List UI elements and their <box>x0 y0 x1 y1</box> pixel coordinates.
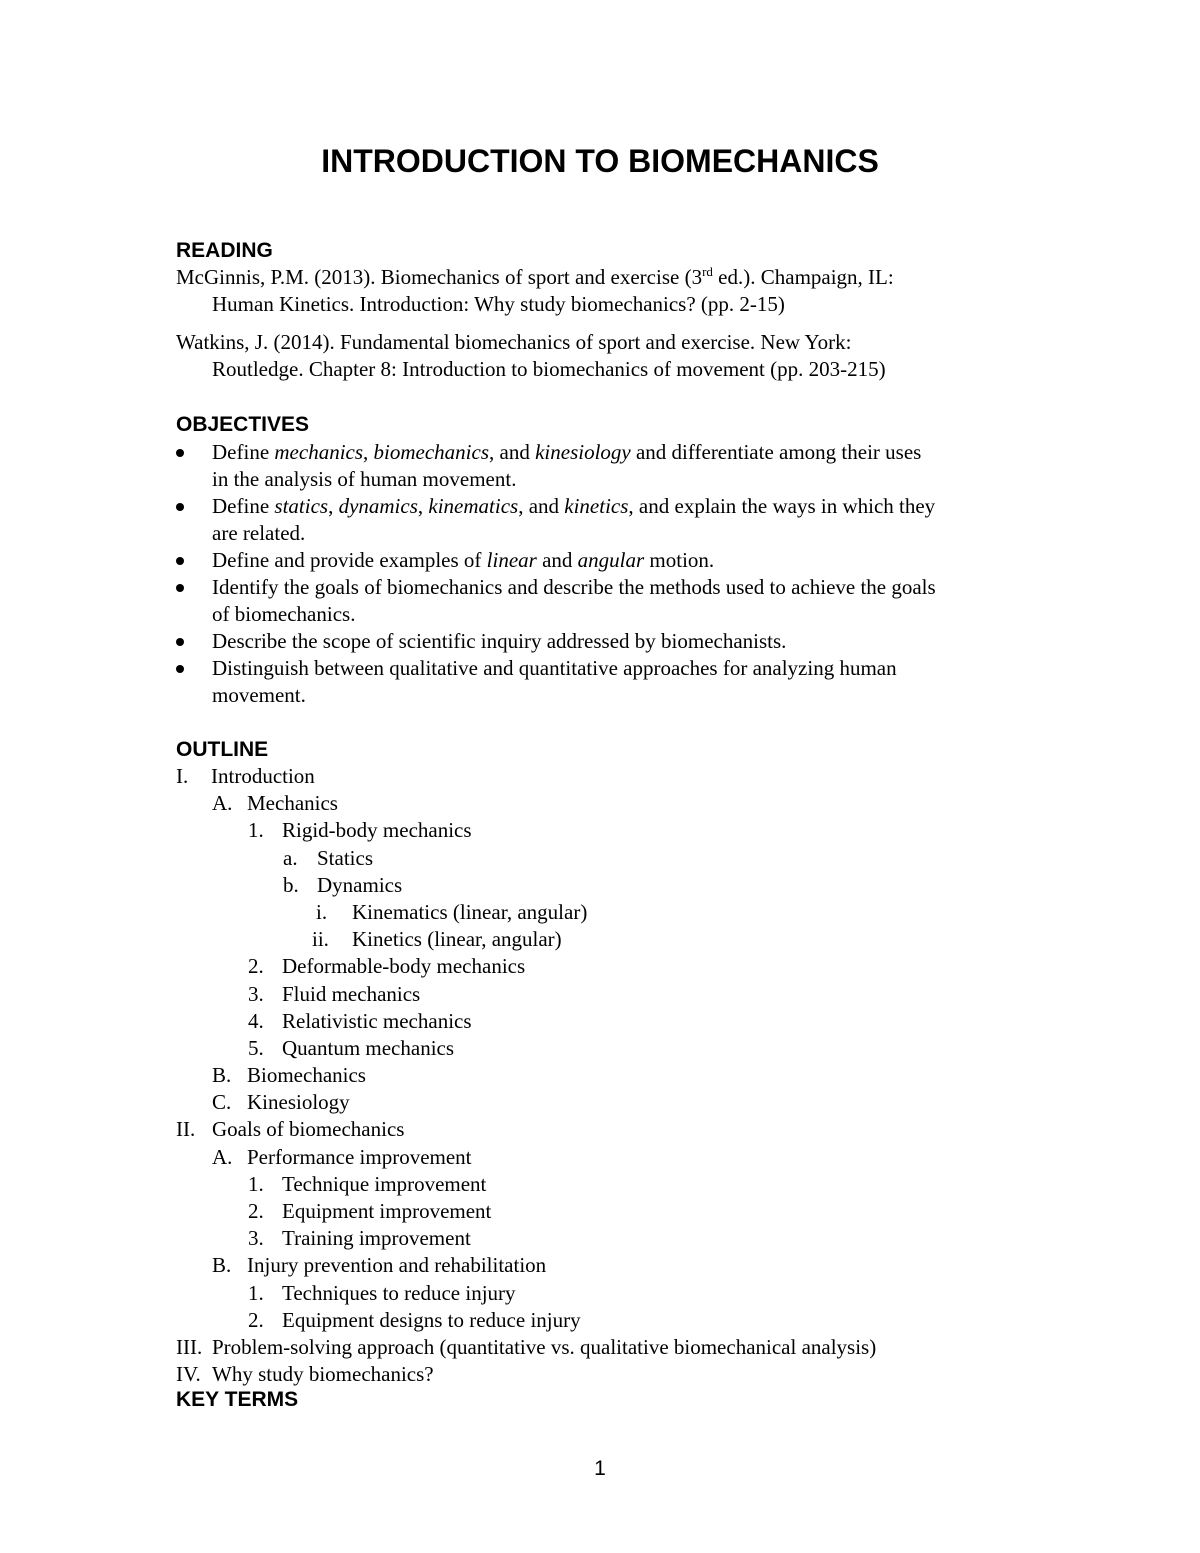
outline-marker: A. <box>212 791 233 816</box>
outline-text: Rigid-body mechanics <box>282 818 472 843</box>
outline-text: Fluid mechanics <box>282 981 421 1006</box>
page-number: 1 <box>594 1457 606 1480</box>
outline-marker: II. <box>176 1117 196 1142</box>
outline-text: Problem-solving approach (quantitative vs. qualitative biomechanical analysis) <box>212 1334 877 1359</box>
key-terms-heading: KEY TERMS <box>176 1388 299 1411</box>
page-title: INTRODUCTION TO BIOMECHANICS <box>321 143 879 179</box>
outline-item <box>176 1225 1076 1252</box>
item-text: , <box>363 440 374 464</box>
item-text: Describe the scope of scientific inquiry addressed by biomechanists. <box>212 629 787 653</box>
bullet-icon <box>176 449 184 457</box>
item-text: Define <box>212 494 275 518</box>
outline-text: Performance improvement <box>247 1144 472 1169</box>
list-item <box>176 493 1036 547</box>
outline-text: Mechanics <box>247 791 338 816</box>
objectives-list <box>176 439 1036 709</box>
italic-term: kinematics <box>428 494 519 518</box>
item-text: , and <box>518 494 565 518</box>
outline-item <box>176 1062 1076 1089</box>
italic-term: statics <box>274 494 329 518</box>
outline-text: Kinematics (linear, angular) <box>352 899 588 924</box>
italic-term: dynamics <box>338 494 418 518</box>
item-text: motion. <box>644 548 715 572</box>
outline-marker: 1. <box>248 1280 264 1305</box>
italic-term: biomechanics <box>373 440 490 464</box>
outline-text: Goals of biomechanics <box>212 1117 405 1142</box>
outline-text: Equipment improvement <box>282 1199 492 1223</box>
reading-heading: READING <box>176 239 273 262</box>
list-item <box>176 574 1036 628</box>
outline-item <box>176 1280 1076 1307</box>
outline-text: Statics <box>317 845 373 870</box>
list-item <box>176 547 1036 574</box>
outline-item <box>176 1089 1076 1116</box>
outline-text: Techniques to reduce injury <box>282 1280 516 1305</box>
italic-term: kinesiology <box>535 440 631 464</box>
outline-marker: 2. <box>248 1199 264 1223</box>
outline-text: Introduction <box>211 764 315 788</box>
outline-heading: OUTLINE <box>176 738 269 761</box>
outline-list <box>176 763 1076 1388</box>
outline-item <box>176 1307 1076 1334</box>
outline-text: Relativistic mechanics <box>282 1008 472 1033</box>
bullet-icon <box>176 503 184 511</box>
outline-marker: IV. <box>176 1362 201 1387</box>
italic-term: linear <box>486 548 537 572</box>
outline-item <box>176 1198 1076 1225</box>
reference-text: ed.). Champaign, IL: <box>712 265 894 289</box>
item-text: and <box>536 548 578 572</box>
list-item <box>176 628 1036 655</box>
outline-text: Kinesiology <box>247 1090 350 1115</box>
outline-marker: 5. <box>248 1035 264 1060</box>
objectives-heading: OBJECTIVES <box>176 413 310 436</box>
outline-text: Quantum mechanics <box>282 1035 455 1060</box>
outline-marker: III. <box>176 1334 203 1359</box>
outline-item <box>176 763 1076 790</box>
outline-item <box>176 953 1076 980</box>
outline-marker: ii. <box>312 927 329 952</box>
item-text: , <box>417 494 429 518</box>
outline-marker: 2. <box>248 954 264 979</box>
list-item <box>176 655 1036 709</box>
outline-marker: B. <box>212 1253 232 1278</box>
bullet-icon <box>176 665 184 673</box>
outline-item <box>176 926 1076 953</box>
outline-item <box>176 817 1076 844</box>
outline-item <box>176 1144 1076 1171</box>
reading-reference <box>176 264 1036 318</box>
outline-text: Training improvement <box>282 1226 471 1251</box>
outline-text: Kinetics (linear, angular) <box>352 927 562 952</box>
outline-item <box>176 1035 1076 1062</box>
outline-item <box>176 1361 1076 1388</box>
reference-continuation: Routledge. Chapter 8: Introduction to biomechanics of movement (pp. 203-215) <box>212 357 886 381</box>
outline-text: Technique improvement <box>282 1171 487 1196</box>
item-text: , <box>328 494 339 518</box>
item-text: Distinguish between qualitative and quantitative approaches for analyzing human <box>212 656 897 680</box>
outline-item <box>176 845 1076 872</box>
outline-marker: 3. <box>248 1226 264 1251</box>
outline-marker: 3. <box>248 981 264 1006</box>
item-text: , and <box>489 440 536 464</box>
outline-text: Dynamics <box>317 872 403 897</box>
outline-marker: i. <box>316 899 328 924</box>
italic-term: kinetics <box>564 494 629 518</box>
outline-marker: C. <box>212 1090 232 1115</box>
outline-marker: 1. <box>248 818 264 843</box>
outline-text: Why study biomechanics? <box>212 1362 434 1387</box>
outline-item <box>176 1116 1076 1143</box>
item-text: Define <box>212 440 275 464</box>
outline-item <box>176 790 1076 817</box>
item-text: of biomechanics. <box>212 602 356 626</box>
item-text: in the analysis of human movement. <box>212 467 517 491</box>
bullet-icon <box>176 638 184 646</box>
superscript: rd <box>702 264 713 279</box>
bullet-icon <box>176 557 184 565</box>
outline-item <box>176 1171 1076 1198</box>
outline-marker: B. <box>212 1063 232 1088</box>
outline-text: Equipment designs to reduce injury <box>282 1307 581 1332</box>
outline-text: Injury prevention and rehabilitation <box>247 1253 547 1278</box>
italic-term: angular <box>577 548 645 572</box>
item-text: , and explain the ways in which they <box>628 494 936 518</box>
reference-text: McGinnis, P.M. (2013). Biomechanics of sport and exercise (3 <box>176 265 703 289</box>
list-item <box>176 439 1036 493</box>
italic-term: mechanics <box>274 440 364 464</box>
bullet-icon <box>176 584 184 592</box>
outline-item <box>176 899 1076 926</box>
outline-marker: b. <box>283 872 299 897</box>
reference-text: Watkins, J. (2014). Fundamental biomechanics of sport and exercise. New York: <box>176 330 852 354</box>
outline-item <box>176 1252 1076 1279</box>
reading-reference <box>176 329 1036 383</box>
outline-text: Biomechanics <box>247 1063 366 1088</box>
outline-item <box>176 1008 1076 1035</box>
outline-marker: 4. <box>248 1008 264 1033</box>
outline-marker: I. <box>176 764 189 788</box>
item-text: movement. <box>212 683 306 707</box>
outline-marker: 1. <box>248 1171 264 1196</box>
outline-marker: A. <box>212 1144 233 1169</box>
item-text: and differentiate among their uses <box>630 440 922 464</box>
outline-marker: a. <box>283 845 298 870</box>
outline-item <box>176 981 1076 1008</box>
outline-item <box>176 872 1076 899</box>
item-text: Identify the goals of biomechanics and describe the methods used to achieve the goals <box>212 575 936 599</box>
outline-text: Deformable-body mechanics <box>282 954 526 979</box>
outline-item <box>176 1334 1076 1361</box>
outline-marker: 2. <box>248 1307 264 1332</box>
item-text: Define and provide examples of <box>212 548 487 572</box>
item-text: are related. <box>212 521 306 545</box>
reference-continuation: Human Kinetics. Introduction: Why study biomechanics? (pp. 2-15) <box>212 292 785 316</box>
